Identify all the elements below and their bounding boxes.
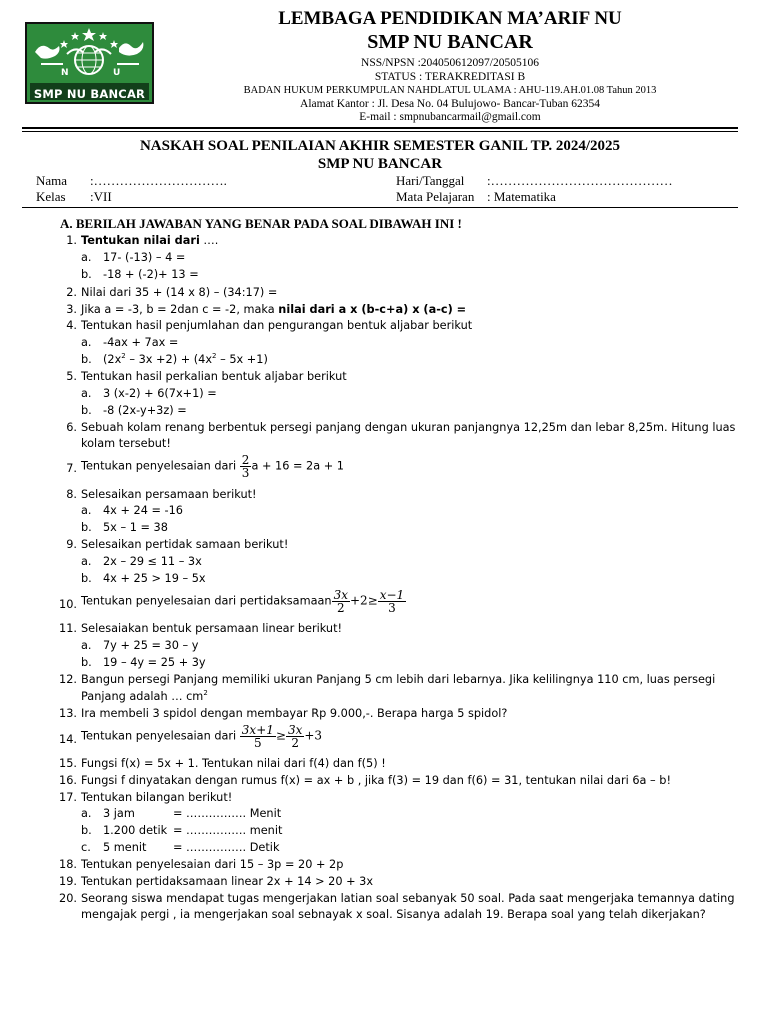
sub-letter: c. — [81, 841, 91, 854]
fraction — [286, 724, 304, 749]
question-text: Seorang siswa mendapat tugas mengerjakan latian soal sebanyak 50 soal. Pada saat mengerjaka temannya dating — [81, 892, 735, 905]
institution-name: LEMBAGA PENDIDIKAN MA’ARIF NU — [278, 8, 622, 29]
sub-text: -8 (2x-y+3z) = — [103, 404, 187, 417]
fraction-numerator: 2 — [241, 453, 250, 467]
question-text: Selesaikan persamaan berikut! — [81, 488, 257, 501]
question-number: 14. — [59, 733, 77, 746]
sub-answer: = ……………. Menit — [173, 807, 282, 820]
question-text — [81, 233, 218, 249]
sub-answer: = ……………. menit — [173, 824, 283, 837]
question-text: Tentukan penyelesaian dari 15 – 3p = 20 + 2p — [81, 858, 344, 871]
math-operator: +3 — [304, 728, 323, 743]
fraction — [240, 454, 252, 479]
sub-letter: a. — [81, 251, 92, 264]
legal-line: BADAN HUKUM PERKUMPULAN NAHDLATUL ULAMA : AHU-119.AH.01.08 Tahun 2013 — [243, 85, 657, 96]
sub-letter: b. — [81, 572, 92, 585]
sub-letter: b. — [81, 404, 92, 417]
mapel-value: : Matematika — [487, 189, 556, 204]
question-number: 10. — [59, 598, 77, 611]
question-text — [81, 689, 208, 705]
question-number: 15. — [59, 757, 77, 770]
sub-text: -18 + (-2)+ 13 = — [103, 268, 199, 281]
logo-text: SMP NU BANCAR — [33, 87, 146, 101]
question-number: 16. — [59, 774, 77, 787]
question-text-end: a + 16 = 2a + 1 — [251, 459, 344, 473]
question-number: 11. — [59, 622, 77, 635]
sub-text: 19 – 4y = 25 + 3y — [103, 656, 206, 669]
school-name: SMP NU BANCAR — [367, 31, 533, 53]
question-10 — [0, 589, 768, 619]
kelas-label: Kelas — [36, 189, 66, 204]
fraction — [332, 589, 350, 614]
email-line: E-mail : smpnubancarmail@gmail.com — [359, 111, 541, 123]
school-logo — [25, 22, 154, 104]
question-text-rest: …. — [199, 234, 219, 247]
sub-letter: a. — [81, 336, 92, 349]
fraction-denominator: 5 — [254, 736, 262, 750]
sub-letter: b. — [81, 656, 92, 669]
address-line: Alamat Kantor : Jl. Desa No. 04 Bulujowo- Bancar-Tuban 62354 — [300, 98, 600, 110]
sub-letter: a. — [81, 387, 92, 400]
hari-label: Hari/Tanggal — [396, 173, 465, 188]
exam-school: SMP NU BANCAR — [317, 156, 443, 172]
sub-letter: a. — [81, 807, 92, 820]
sub-text: 5x – 1 = 38 — [103, 521, 168, 534]
question-number: 19. — [59, 875, 77, 888]
status-line: STATUS : TERAKREDITASI B — [374, 71, 526, 83]
sub-text: 3 (x-2) + 6(7x+1) = — [103, 387, 217, 400]
question-text: Nilai dari 35 + (14 x 8) – (34:17) = — [81, 286, 278, 299]
sub-text — [103, 352, 268, 368]
sub-letter: b. — [81, 353, 92, 366]
question-number: 9. — [66, 538, 77, 551]
nama-label: Nama — [36, 173, 68, 188]
sub-text: 2x – 29 ≤ 11 – 3x — [103, 555, 202, 568]
nu-emblem-icon — [27, 24, 152, 84]
fraction — [378, 589, 406, 614]
sub-text: 5 menit — [103, 841, 147, 854]
logo-letter-u: U — [113, 68, 121, 78]
question-number: 13. — [59, 707, 77, 720]
exponent: 2 — [212, 352, 217, 360]
fraction-numerator: 3x — [333, 588, 348, 602]
question-number: 7. — [66, 462, 77, 475]
question-number: 8. — [66, 488, 77, 501]
exponent: 2 — [203, 689, 208, 697]
sub-letter: b. — [81, 824, 92, 837]
question-text: mengajak pergi , ia mengerjakan soal sebnayak x soal. Sisanya adalah 19. Berapa soal yang telah dikerjakan? — [81, 908, 706, 921]
question-text-rest: Panjang adalah … cm — [81, 690, 204, 703]
sub-letter: b. — [81, 521, 92, 534]
question-number: 4. — [66, 319, 77, 332]
fraction-denominator: 3 — [388, 601, 396, 615]
sub-letter: b. — [81, 268, 92, 281]
question-text: Selesaiakan bentuk persamaan linear berikut! — [81, 622, 343, 635]
question-text — [81, 724, 322, 749]
question-number: 2. — [66, 286, 77, 299]
question-text-bold: nilai dari a x (b-c+a) x (a-c) = — [278, 303, 467, 316]
question-text: Fungsi f(x) = 5x + 1. Tentukan nilai dari f(4) dan f(5) ! — [81, 757, 386, 770]
logo-letter-n: N — [61, 68, 69, 78]
question-text-start: Tentukan penyelesaian dari — [81, 459, 240, 473]
mapel-label: Mata Pelajaran — [396, 189, 475, 204]
fraction — [240, 724, 276, 749]
math-operator: +2≥ — [349, 593, 378, 608]
question-text: Tentukan pertidaksamaan linear 2x + 14 > 20 + 3x — [81, 875, 374, 888]
nama-field[interactable]: :…………………………. — [90, 173, 227, 188]
fraction-denominator: 2 — [291, 736, 299, 750]
expr-part: (2x — [103, 353, 122, 366]
question-number: 17. — [59, 791, 77, 804]
question-text: kolam tersebut! — [81, 437, 171, 450]
question-text: Ira membeli 3 spidol dengan membayar Rp 9.000,-. Berapa harga 5 spidol? — [81, 707, 508, 720]
question-text-start: Jika a = -3, b = 2dan c = -2, maka — [81, 303, 279, 316]
question-text-bold: Tentukan nilai dari — [81, 234, 200, 247]
question-text: Selesaikan pertidak samaan berikut! — [81, 538, 289, 551]
question-text: Fungsi f dinyatakan dengan rumus f(x) = ax + b , jika f(3) = 19 dan f(6) = 31, tentukan nilai dari 6a – b! — [81, 774, 671, 787]
expr-part: – 3x +2) + (4x — [125, 353, 213, 366]
fraction-numerator: 3x+1 — [241, 723, 274, 737]
kelas-value: :VII — [90, 189, 112, 204]
fraction-denominator: 3 — [241, 466, 250, 480]
question-text: Tentukan hasil penjumlahan dan pengurangan bentuk aljabar berikut — [81, 319, 473, 332]
sub-text: 4x + 25 > 19 – 5x — [103, 572, 206, 585]
question-text-start: Tentukan penyelesaian dari pertidaksamaan — [81, 594, 332, 608]
question-number: 3. — [66, 303, 77, 316]
expr-part: – 5x +1) — [216, 353, 268, 366]
question-number: 5. — [66, 370, 77, 383]
question-number: 12. — [59, 673, 77, 686]
question-text: Bangun persegi Panjang memiliki ukuran Panjang 5 cm lebih dari lebarnya. Jika kelilingnya 110 cm, luas persegi — [81, 673, 716, 686]
sub-text: 17- (-13) – 4 = — [103, 251, 186, 264]
question-text — [81, 454, 344, 479]
sub-letter: a. — [81, 504, 92, 517]
nss-line: NSS/NPSN :204050612097/20505106 — [361, 57, 539, 69]
sub-text: -4ax + 7ax = — [103, 336, 179, 349]
section-a-title: A. BERILAH JAWABAN YANG BENAR PADA SOAL DIBAWAH INI ! — [60, 216, 462, 231]
exam-title: NASKAH SOAL PENILAIAN AKHIR SEMESTER GANIL TP. 2024/2025 — [139, 138, 621, 154]
sub-letter: a. — [81, 639, 92, 652]
exponent: 2 — [121, 352, 126, 360]
sub-text: 4x + 24 = -16 — [103, 504, 183, 517]
sub-answer: = ……………. Detik — [173, 841, 280, 854]
header-divider-thick — [22, 127, 738, 129]
fraction-numerator: 3x — [287, 723, 303, 737]
question-text-start: Tentukan penyelesaian dari — [81, 729, 240, 743]
sub-text: 7y + 25 = 30 – y — [103, 639, 199, 652]
sub-text: 1.200 detik — [103, 824, 168, 837]
question-text — [81, 589, 406, 614]
header-divider-thin — [22, 131, 738, 132]
identity-divider — [22, 207, 738, 208]
question-14 — [0, 724, 768, 754]
hari-field[interactable]: :…………………………………… — [487, 173, 673, 188]
question-text: Tentukan bilangan berikut! — [81, 791, 233, 804]
question-text — [81, 302, 466, 318]
sub-letter: a. — [81, 555, 92, 568]
math-operator: ≥ — [275, 728, 286, 743]
fraction-denominator: 2 — [336, 601, 345, 615]
sub-text: 3 jam — [103, 807, 135, 820]
question-number: 6. — [66, 421, 77, 434]
question-text: Tentukan hasil perkalian bentuk aljabar berikut — [81, 370, 347, 383]
question-number: 1. — [66, 234, 77, 247]
fraction-numerator: x−1 — [379, 588, 405, 602]
question-text: Sebuah kolam renang berbentuk persegi panjang dengan ukuran panjangnya 12,25m dan lebar 8,25m. Hitung luas — [81, 421, 736, 434]
question-number: 18. — [59, 858, 77, 871]
question-7 — [0, 454, 768, 484]
question-number: 20. — [59, 892, 77, 905]
